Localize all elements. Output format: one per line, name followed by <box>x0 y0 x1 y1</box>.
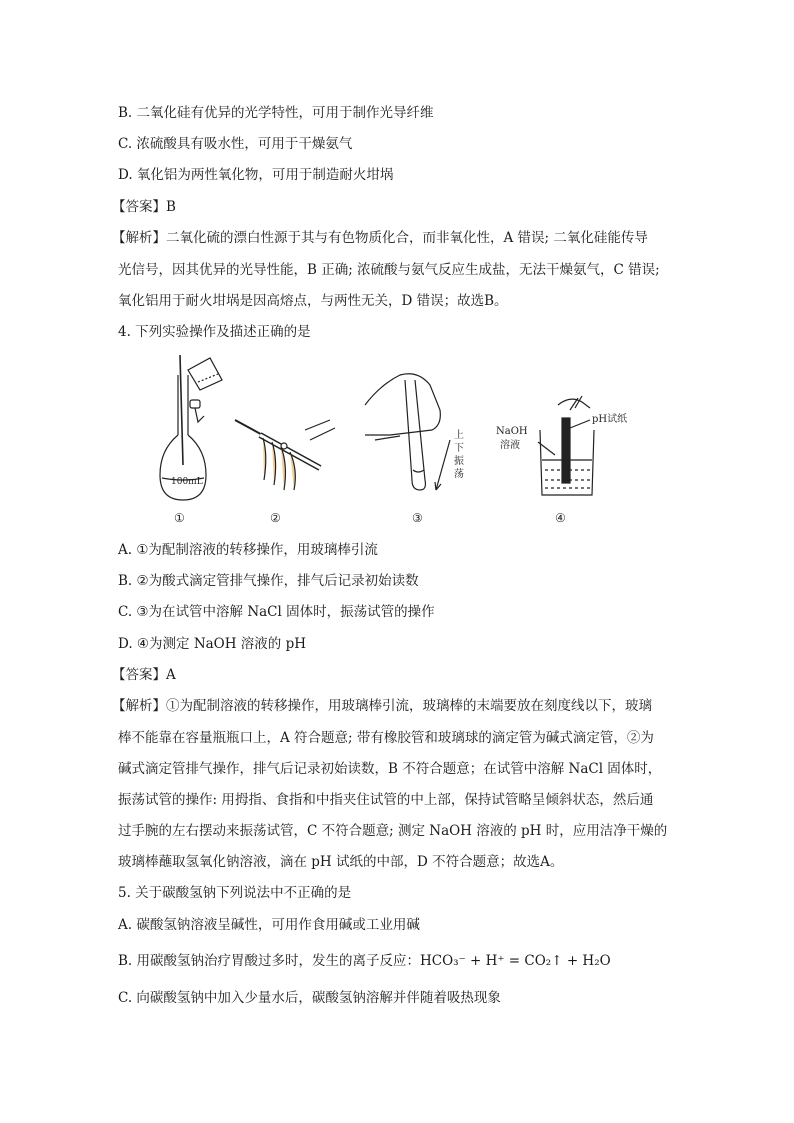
figure-number-3: ③ <box>412 511 423 525</box>
q4-answer: 【答案】A <box>112 667 176 683</box>
q4-stem: 4. 下列实验操作及描述正确的是 <box>118 324 311 340</box>
q4-analysis-line-6: 玻璃棒蘸取氢氧化钠溶液，滴在 pH 试纸的中部，D 不符合题意；故选A。 <box>118 854 564 870</box>
q4-apparatus-figure <box>150 350 670 530</box>
test-tube-shaking-illustration <box>365 374 450 490</box>
figure-number-2: ② <box>270 511 281 525</box>
q5-option-c: C. 向碳酸氢钠中加入少量水后，碳酸氢钠溶解并伴随着吸热现象 <box>118 990 501 1006</box>
q3-analysis-line-1: 【解析】二氧化硫的漂白性源于其与有色物质化合，而非氧化性，A 错误; 二氧化硅能传导 <box>112 230 648 246</box>
q3-analysis-line-3: 氧化铝用于耐火坩埚是因高熔点，与两性无关，D 错误；故选B。 <box>118 293 508 309</box>
q5-option-a: A. 碳酸氢钠溶液呈碱性，可用作食用碱或工业用碱 <box>118 917 420 933</box>
q4-analysis-line-5: 过手腕的左右摆动来振荡试管，C 不符合题意; 测定 NaOH 溶液的 pH 时，应用洁净干燥的 <box>118 823 668 839</box>
q4-option-a: A. ①为配制溶液的转移操作，用玻璃棒引流 <box>118 542 378 558</box>
ph-paper-label: pH试纸 <box>592 414 628 425</box>
figure-number-4: ④ <box>555 511 566 525</box>
naoh-label: NaOH <box>496 426 528 437</box>
q3-analysis-line-2: 光信号，因其优异的光导性能，B 正确; 浓硫酸与氨气反应生成盐，无法干燥氨气，C 错误; <box>118 262 660 278</box>
ph-paper-beaker-illustration <box>538 396 594 495</box>
shake-label-swing: 荡 <box>454 469 464 480</box>
q4-analysis-line-4: 振荡试管的操作: 用拇指、食指和中指夹住试管的中上部，保持试管略呈倾斜状态，然后通 <box>118 792 654 808</box>
q4-option-c: C. ③为在试管中溶解 NaCl 固体时，振荡试管的操作 <box>118 604 435 620</box>
q5-option-b-text: B. 用碳酸氢钠治疗胃酸过多时，发生的离子反应： <box>118 953 421 969</box>
burette-illustration <box>235 420 335 490</box>
q3-option-c: C. 浓硫酸具有吸水性，可用于干燥氨气 <box>118 136 353 152</box>
solution-label: 溶液 <box>500 440 520 451</box>
figure-number-1: ① <box>174 511 185 525</box>
q4-analysis-line-3: 碱式滴定管排气操作，排气后记录初始读数，B 不符合题意；在试管中溶解 NaCl 固体时， <box>118 761 662 777</box>
q3-answer: 【答案】B <box>112 199 176 215</box>
q4-option-b: B. ②为酸式滴定管排气操作，排气后记录初始读数 <box>118 573 419 589</box>
q4-analysis-line-2: 棒不能靠在容量瓶瓶口上，A 符合题意; 带有橡胶管和玻璃球的滴定管为碱式滴定管，②为 <box>118 730 654 746</box>
q5-stem: 5. 关于碳酸氢钠下列说法中不正确的是 <box>118 885 352 901</box>
q5-option-b <box>118 952 678 970</box>
shake-label-vibrate: 振 <box>454 456 464 467</box>
shake-label-up: 上 <box>454 430 464 441</box>
q4-analysis-line-1: 【解析】①为配制溶液的转移操作，用玻璃棒引流，玻璃棒的末端要放在刻度线以下，玻璃 <box>112 698 652 714</box>
q5-option-b-formula: HCO₃⁻ + H⁺ = CO₂↑ + H₂O <box>420 953 611 969</box>
shake-label-down: 下 <box>454 443 464 454</box>
q3-option-d: D. 氧化铝为两性氧化物，可用于制造耐火坩埚 <box>118 167 394 183</box>
flask-volume-label: 100mL <box>171 477 203 487</box>
q4-option-d: D. ④为测定 NaOH 溶液的 pH <box>118 636 307 652</box>
q3-option-b: B. 二氧化硅有优异的光学特性，可用于制作光导纤维 <box>118 105 434 121</box>
